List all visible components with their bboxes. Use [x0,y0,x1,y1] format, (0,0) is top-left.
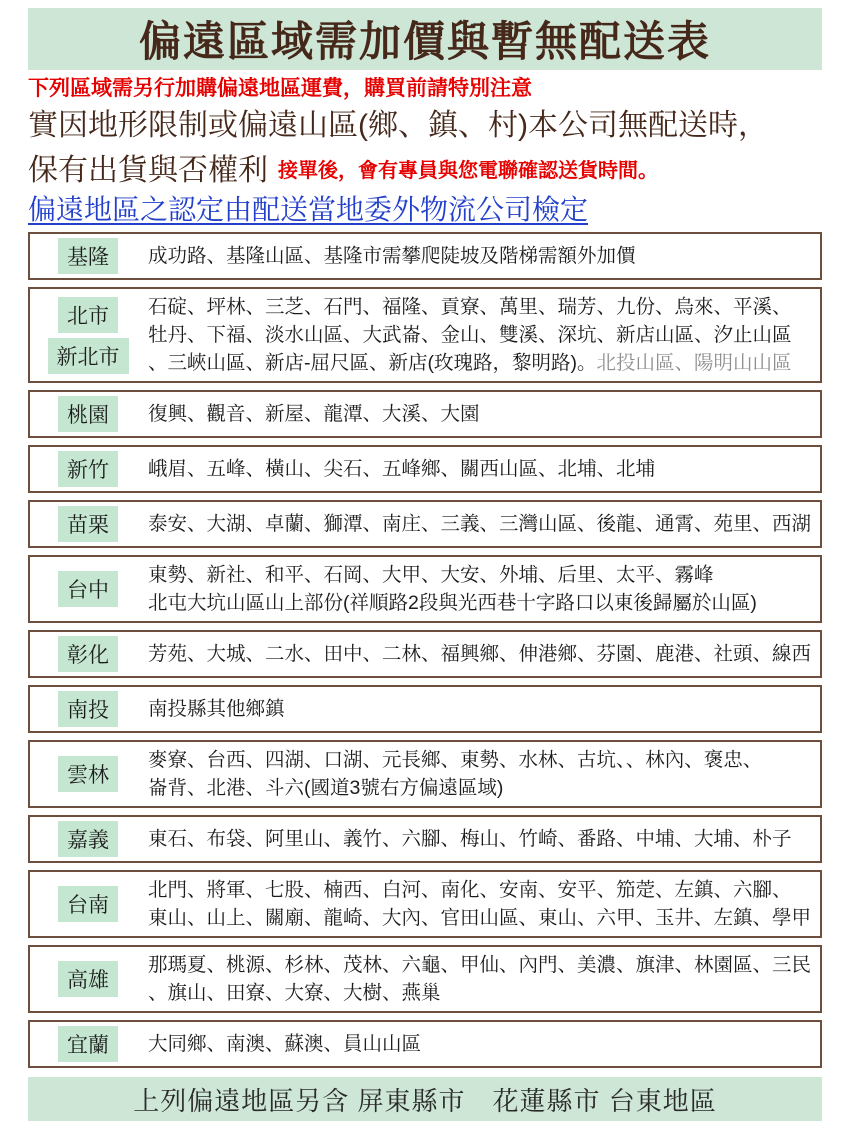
region-areas [140,238,814,274]
delivery-policy-text [28,103,822,194]
region-areas [140,396,814,432]
region-areas [140,951,814,1007]
region-label: 苗栗 [58,506,118,542]
region-label: 台中 [58,571,118,607]
region-areas-line [148,293,814,321]
region-areas-segment: 石碇、坪林、三芝、石門、福隆、貢寮、萬里、瑞芳、九份、烏來、平溪、 [148,296,792,318]
region-areas-segment: 東勢、新社、和平、石岡、大甲、大安、外埔、后里、太平、霧峰 [148,564,714,586]
region-areas-line [148,951,814,979]
region-areas-line [148,1030,814,1058]
blue-verification-notice: 偏遠地區之認定由配送當地委外物流公司檢定 [28,194,589,225]
region-areas-line [148,455,814,483]
region-label: 新竹 [58,451,118,487]
policy-line-1: 實因地形限制或偏遠山區(鄉、鎮、村)本公司無配送時， [28,109,768,142]
region-areas [140,293,814,377]
region-areas-segment: 那瑪夏、桃源、杉林、茂林、六龜、甲仙、內門、美濃、旗津、林園區、三民 [148,954,812,976]
region-row [28,445,822,493]
region-label-group [36,1026,140,1062]
region-areas-line [148,349,814,377]
region-areas-segment: 大同鄉、南澳、蘇澳、員山山區 [148,1033,422,1055]
region-areas [140,821,814,857]
region-label: 北市 [58,297,118,333]
region-label-group [36,951,140,1007]
region-areas [140,691,814,727]
region-areas [140,561,814,617]
title-banner [28,8,822,70]
region-table [28,232,822,1068]
region-areas [140,876,814,932]
region-label-group [36,506,140,542]
region-areas-segment: 東山、山上、關廟、龍崎、大內、官田山區、東山、六甲、玉井、左鎮、學甲 [148,907,812,929]
region-label: 南投 [58,691,118,727]
region-label-group [36,636,140,672]
region-areas-segment: 成功路、基隆山區、基隆市需攀爬陡坡及階梯需額外加價 [148,245,636,267]
region-areas-line [148,695,814,723]
region-label: 嘉義 [58,821,118,857]
region-label: 宜蘭 [58,1026,118,1062]
region-label: 彰化 [58,636,118,672]
region-areas-line [148,774,814,802]
region-row [28,815,822,863]
region-areas [140,636,814,672]
region-label: 基隆 [58,238,118,274]
region-row [28,500,822,548]
region-areas-line [148,876,814,904]
policy-red-note: 接單後，會有專員與您電聯確認送貨時間。 [278,160,658,182]
footer-banner [28,1077,822,1121]
region-row [28,232,822,280]
region-areas-line [148,510,814,538]
region-areas-line [148,640,814,668]
region-label-group [36,876,140,932]
region-areas-segment: 峨眉、五峰、橫山、尖石、五峰鄉、關西山區、北埔、北埔 [148,458,656,480]
region-label: 雲林 [58,756,118,792]
region-row [28,740,822,808]
page-title: 偏遠區域需加價與暫無配送表 [138,18,711,65]
region-areas-line [148,589,814,617]
region-label: 台南 [58,886,118,922]
red-warning-text: 下列區域需另行加購偏遠地區運費，購買前請特別注意 [28,77,532,100]
region-label-group [36,821,140,857]
region-areas-line [148,746,814,774]
region-areas [140,451,814,487]
region-areas-segment: 、三峽山區、新店-屈尺區、新店(玫瑰路，黎明路)。 [148,352,597,374]
region-row [28,870,822,938]
region-label-group [36,691,140,727]
region-label: 高雄 [58,961,118,997]
region-label-group [36,238,140,274]
region-areas-segment: 泰安、大湖、卓蘭、獅潭、南庄、三義、三灣山區、後龍、通霄、苑里、西湖 [148,513,812,535]
region-areas [140,506,814,542]
region-areas-segment: 麥寮、台西、四湖、口湖、元長鄉、東勢、水林、古坑、、林內、褒忠、 [148,749,763,771]
region-row [28,555,822,623]
region-label: 桃園 [58,396,118,432]
region-areas-line [148,979,814,1007]
region-areas-line [148,904,814,932]
region-label-group [36,746,140,802]
region-areas-segment: 、旗山、田寮、大寮、大樹、燕巢 [148,982,441,1004]
region-areas-line [148,825,814,853]
region-areas-line [148,561,814,589]
region-areas-line [148,400,814,428]
region-label-group [36,451,140,487]
region-row [28,1020,822,1068]
region-areas-segment: 牡丹、下福、淡水山區、大武崙、金山、雙溪、深坑、新店山區、汐止山區 [148,324,792,346]
region-label-group [36,561,140,617]
region-areas-segment: 南投縣其他鄉鎮 [148,698,285,720]
region-areas-line [148,242,814,270]
region-row [28,287,822,383]
region-label-group [36,396,140,432]
region-areas-segment: 芳苑、大城、二水、田中、二林、福興鄉、伸港鄉、芬園、鹿港、社頭、線西 [148,643,812,665]
region-areas-segment: 東石、布袋、阿里山、義竹、六腳、梅山、竹崎、番路、中埔、大埔、朴子 [148,828,792,850]
region-label: 新北市 [48,338,129,374]
region-areas [140,1026,814,1062]
region-areas-line [148,321,814,349]
policy-line-2: 保有出貨與否權利 [28,154,268,187]
region-label-group [36,293,140,377]
region-row [28,630,822,678]
region-areas-segment: 北屯大坑山區山上部份(祥順路2段與光西巷十字路口以東後歸屬於山區) [148,592,757,614]
region-areas-segment: 崙背、北港、斗六(國道3號右方偏遠區域) [148,777,504,799]
region-areas-segment: 北門、將軍、七股、楠西、白河、南化、安南、安平、笳萣、左鎮、六腳、 [148,879,792,901]
region-row [28,390,822,438]
footer-text: 上列偏遠地區另含 屏東縣市 花蓮縣市 台東地區 [133,1085,717,1116]
region-areas [140,746,814,802]
region-row [28,945,822,1013]
region-areas-muted-segment: 北投山區、陽明山山區 [596,352,792,374]
region-row [28,685,822,733]
region-areas-segment: 復興、觀音、新屋、龍潭、大溪、大園 [148,403,480,425]
